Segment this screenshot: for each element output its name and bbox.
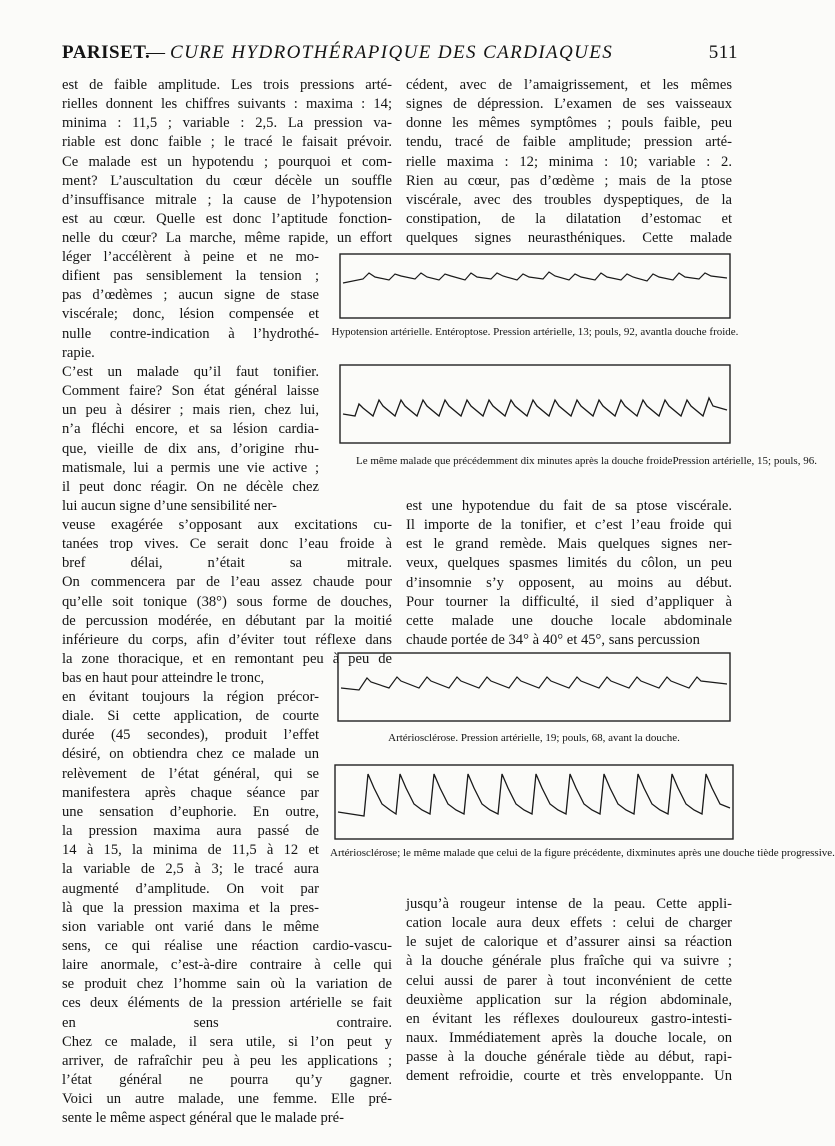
text-line: nelle du cœur? La marche, même rapide, un effort bbox=[62, 230, 392, 247]
text-line: en évitant les réflexes douloureux gastro-intesti- bbox=[406, 1010, 732, 1027]
text-line: deuxième application sur la région abdominale, bbox=[406, 991, 732, 1008]
text-line: Le même malade que précédemment dix minutes après la douche froide bbox=[356, 455, 673, 467]
text-line: en évitant toujours la région précor- bbox=[62, 689, 319, 705]
running-author: PARISET. bbox=[62, 42, 151, 63]
text-line: est de faible amplitude. Les trois pressions arté- bbox=[62, 77, 392, 93]
text-line: là que la pression maxima et la pres- bbox=[62, 899, 319, 916]
text-line: Pour tourner la difficulté, il sied d’appliquer à bbox=[406, 593, 732, 610]
text-line: ment? L’auscultation du cœur décèle un souffle bbox=[62, 172, 392, 189]
text-line: signes de dépression. L’examen de ses vaisseaux bbox=[406, 96, 732, 113]
text-line: la variable de 2,5 à 3; le tracé aura bbox=[62, 861, 319, 878]
text-line: un peu à désirer ; mais rien, chez lui, bbox=[62, 402, 319, 419]
text-line: Voici un autre malade, une femme. Elle pré- bbox=[62, 1091, 392, 1108]
text-line: Artériosclérose. Pression artérielle, 19; pouls, 68, avant la douche. bbox=[388, 732, 680, 744]
text-line: le sujet de calorique et d’assurer ainsi sa réaction bbox=[406, 934, 732, 951]
text-line: d’insomnie s’y opposent, au moins au début. bbox=[406, 574, 732, 591]
text-line: veuse exagérée s’opposant aux excitations cu- bbox=[62, 517, 392, 533]
left-paragraph-narrow2 bbox=[62, 688, 319, 937]
text-line: On commencera par de l’eau assez chaude pour bbox=[62, 574, 392, 591]
text-line: rielles donnent les chiffres suivants : maxima : 14; bbox=[62, 96, 392, 113]
text-line: Il importe de la tonifier, et c’est l’eau froide qui bbox=[406, 517, 732, 534]
text-line: sens, ce qui réalise une réaction cardio-vascu- bbox=[62, 938, 392, 954]
text-line: durée (45 secondes), produit l’effet bbox=[62, 727, 319, 744]
text-line: une sensation d’euphorie. En outre, bbox=[62, 803, 319, 820]
text-line: sion variable ont varié dans le même bbox=[62, 918, 319, 935]
text-line: n’a fléchi encore, et sa lésion cardia- bbox=[62, 421, 319, 438]
pulse-tracing-hypotension bbox=[339, 253, 731, 319]
text-line: bref délai, n’était sa mitrale. bbox=[62, 555, 392, 572]
text-line: donne les mêmes symptômes ; pouls faible, peu bbox=[406, 115, 732, 132]
text-line: viscérale, avec des troubles dyspeptiques, de la bbox=[406, 191, 732, 208]
text-line: désiré, on obtiendra chez ce malade un bbox=[62, 746, 319, 763]
text-line: l’état général ne pourra qu’y gagner. bbox=[62, 1072, 392, 1089]
left-paragraph-bottom bbox=[62, 937, 392, 1129]
text-line: léger l’accélèrent à peine et ne mo- bbox=[62, 249, 319, 265]
text-line: arriver, de rafraîchir peu à peu les applications ; bbox=[62, 1052, 392, 1069]
text-line: Ce malade est un hypotendu ; pourquoi et com- bbox=[62, 153, 392, 170]
text-line: la zone thoracique, et en remontant peu à peu de bbox=[62, 651, 392, 668]
right-paragraph-top bbox=[406, 76, 732, 248]
figure-4-caption bbox=[330, 846, 835, 860]
text-line: difient pas sensiblement la tension ; bbox=[62, 268, 319, 285]
text-line: naux. Immédiatement après la douche locale, on bbox=[406, 1030, 732, 1047]
text-line: jusqu’à rougeur intense de la peau. Cette appli- bbox=[406, 896, 732, 912]
text-line: C’est un malade qu’il faut tonifier. bbox=[62, 363, 319, 380]
text-line: rapie. bbox=[62, 344, 95, 361]
text-line: diale. Si cette application, de courte bbox=[62, 708, 319, 725]
text-line: tanées trop vives. Ce serait donc l’eau froide à bbox=[62, 536, 392, 553]
text-line: relèvement de l’état général, qui se bbox=[62, 765, 319, 782]
right-paragraph-bottom bbox=[406, 895, 732, 1087]
text-line: cédent, avec de l’amaigrissement, et les mêmes bbox=[406, 77, 732, 93]
text-line: minutes après une douche tiède progressive. bbox=[640, 847, 835, 859]
left-paragraph-narrow bbox=[62, 248, 319, 516]
text-line: en sens contraire. bbox=[62, 1014, 392, 1031]
figure-1-caption bbox=[330, 325, 740, 339]
text-line: Artériosclérose; le même malade que celui de la figure précédente, dix bbox=[330, 847, 641, 859]
figure-3-caption bbox=[337, 731, 731, 745]
text-line: que, vieille de dix ans, d’origine rhu- bbox=[62, 440, 319, 457]
text-line: inférieure du corps, afin d’éviter tout réflexe dans bbox=[62, 631, 392, 648]
text-line: est le grand remède. Mais quelques signes ner- bbox=[406, 536, 732, 553]
text-line: augmenté d’amplitude. On voit par bbox=[62, 880, 319, 897]
figure-2 bbox=[339, 364, 731, 444]
figure-3 bbox=[337, 652, 731, 722]
text-line: à la douche générale plus fraîche qui va suivre ; bbox=[406, 953, 732, 970]
text-line: bas en haut pour atteindre le tronc, bbox=[62, 670, 265, 687]
text-line: riable est donc faible ; le tracé le faisait prévoir. bbox=[62, 134, 392, 151]
text-line: dement refroidie, courte et très enveloppante. Un bbox=[406, 1068, 732, 1085]
text-line: la pression maxima aura passé de bbox=[62, 823, 319, 840]
text-line: Comment faire? Son état général laisse bbox=[62, 383, 319, 400]
text-line: Rien au cœur, pas d’œdème ; mais de la ptose bbox=[406, 172, 732, 189]
text-line: la douche froide. bbox=[664, 326, 739, 338]
text-line: il peut donc réagir. On ne décèle chez bbox=[62, 478, 319, 495]
text-line: rielle maxima : 12; minima : 10; variable : 2. bbox=[406, 153, 732, 170]
text-line: cette malade une douche locale abdominale bbox=[406, 612, 732, 629]
text-line: passe à la douche générale tiède au début, rapi- bbox=[406, 1049, 732, 1066]
running-title: CURE HYDROTHÉRAPIQUE DES CARDIAQUES bbox=[170, 42, 614, 63]
text-line: est une hypotendue du fait de sa ptose viscérale. bbox=[406, 498, 732, 514]
text-line: Hypotension artérielle. Entéroptose. Pression artérielle, 13; pouls, 92, avant bbox=[331, 326, 665, 338]
text-line: viscérale; donc, lésion compensée et bbox=[62, 306, 319, 323]
text-line: manifestera après chaque séance par bbox=[62, 784, 319, 801]
text-line: ces deux éléments de la pression artérielle se fait bbox=[62, 995, 392, 1012]
text-line: laire anormale, c’est-à-dire contraire à celle qui bbox=[62, 957, 392, 974]
pulse-tracing-after-cold-douche bbox=[339, 364, 731, 444]
right-paragraph-mid bbox=[406, 497, 732, 650]
text-line: celui aussi de parer à tout inconvénient de cette bbox=[406, 972, 732, 989]
text-line: tendu, tracé de faible amplitude; pression arté- bbox=[406, 134, 732, 151]
text-line: chaude portée de 34° à 40° et 45°, sans percussion bbox=[406, 632, 700, 649]
text-line: qu’elle soit tonique (38°) sous forme de douches, bbox=[62, 593, 392, 610]
text-line: matismale, lui a permis une vie active ; bbox=[62, 459, 319, 476]
text-line: cation locale aura deux effets : celui de charger bbox=[406, 915, 732, 932]
text-line: quelques signes neurasthéniques. Cette malade bbox=[406, 230, 732, 247]
text-line: Pression artérielle, 15; pouls, 96. bbox=[672, 455, 817, 467]
text-line: de percussion modérée, en débutant par la moitié bbox=[62, 612, 392, 629]
page-number: 511 bbox=[708, 42, 738, 63]
text-line: Chez ce malade, il sera utile, si l’on peut y bbox=[62, 1033, 392, 1050]
text-line: est au cœur. Quelle est donc l’aptitude fonction- bbox=[62, 211, 392, 228]
text-line: pas d’œdèmes ; aucun signe de stase bbox=[62, 287, 319, 304]
text-line: 14 à 15, la minima de 11,5 à 12 et bbox=[62, 842, 319, 859]
pulse-tracing-arteriosclerosis-before bbox=[337, 652, 731, 722]
text-line: minima : 11,5 ; variable : 2,5. La pression va- bbox=[62, 115, 392, 132]
text-line: sente le même aspect général que le malade pré- bbox=[62, 1110, 344, 1127]
page-header bbox=[62, 42, 738, 66]
figure-1 bbox=[339, 253, 731, 319]
pulse-tracing-arteriosclerosis-after bbox=[334, 764, 734, 840]
text-line: nulle contre-indication à l’hydrothé- bbox=[62, 325, 319, 342]
left-paragraph-top bbox=[62, 76, 392, 248]
text-line: lui aucun signe d’une sensibilité ner- bbox=[62, 498, 277, 515]
text-line: d’insuffisance mitrale ; la cause de l’hypotension bbox=[62, 191, 392, 208]
figure-4 bbox=[334, 764, 734, 840]
text-line: veux, quelques spasmes limités du côlon, un peu bbox=[406, 555, 732, 572]
text-line: se produit chez l’homme sain où la variation de bbox=[62, 976, 392, 993]
text-line: constipation, de la dilatation d’estomac et bbox=[406, 211, 732, 228]
figure-2-caption bbox=[356, 454, 817, 468]
header-dash: — bbox=[146, 42, 166, 63]
